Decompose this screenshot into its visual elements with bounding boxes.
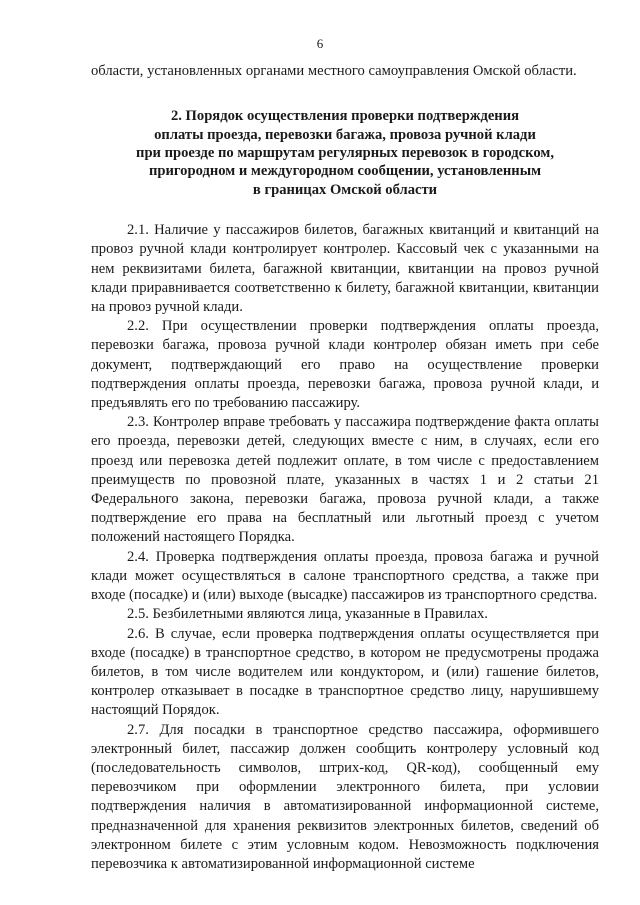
paragraph-2-4: 2.4. Проверка подтверждения оплаты проезда, провоза багажа и ручной клади может осуществляться в салоне транспортного средства, а также при входе (посадке) и (или) выходе (высадке) пассажиров из транспортного средства.: [91, 548, 599, 604]
section-heading-line: 2. Порядок осуществления проверки подтверждения: [170, 108, 520, 125]
page-number: 6: [316, 36, 324, 51]
section-heading: [91, 107, 599, 199]
document-body: [91, 62, 599, 874]
intro-fragment: области, установленных органами местного самоуправления Омской области.: [91, 63, 577, 79]
section-heading-line: в границах Омской области: [252, 181, 438, 198]
paragraph-2-3: 2.3. Контролер вправе требовать у пассажира подтверждение факта оплаты его проезда, перевозки детей, следующих вместе с ним, в случаях, если его проезд или перевозка детей подлежит оплате, в том числе с предоставлением преимуществ по провозной плате, указанных в частях 1 и 2 статьи 21 Федерального закона, перевозки багажа, провоза ручной клади, а также подтверждение его права на бесплатный или льготный проезд с учетом положений настоящего Порядка.: [91, 414, 599, 546]
paragraph-2-2: 2.2. При осуществлении проверки подтверждения оплаты проезда, перевозки багажа, провоза ручной клади контролер обязан иметь при себе документ, подтверждающий его право на осуществление проверки подтверждения оплаты проезда, перевозки багажа, провоза ручной клади, и предъявлять его по требованию пассажиру.: [91, 318, 599, 412]
paragraph-2-6: 2.6. В случае, если проверка подтверждения оплаты осуществляется при входе (посадке) в транспортное средство, в котором не предусмотрены продажа билетов, в том числе водителем или кондуктором, и (или) гашение билетов, контролер отказывает в посадке в транспортное средство лицу, нарушившему настоящий Порядок.: [91, 625, 599, 719]
paragraph-2-5: 2.5. Безбилетными являются лица, указанные в Правилах.: [127, 606, 488, 623]
paragraph-2-7: 2.7. Для посадки в транспортное средство пассажира, оформившего электронный билет, пассажир должен сообщить контролеру условный код (последовательность символов, штрих-код, QR-код), сообщенный ему перевозчиком при оформлении электронного билета, при условии подтверждения наличия в автоматизированной информационной системе, предназначенной для хранения реквизитов электронных билетов, сведений об электронном билете с этим условным кодом. Невозможность подключения перевозчика к автоматизированной информационной системе: [91, 721, 599, 872]
section-heading-line: при проезде по маршрутам регулярных перевозок в городском,: [136, 145, 554, 162]
section-heading-line: пригородном и междугородном сообщении, установленным: [148, 163, 542, 180]
paragraph-2-1: 2.1. Наличие у пассажиров билетов, багажных квитанций и квитанций на провоз ручной клади контролирует контролер. Кассовый чек с указанными на нем реквизитами билета, багажной квитанции, квитанции на провоз ручной клади приравнивается соответственно к билету, багажной квитанции, квитанции на провоз ручной клади.: [91, 222, 599, 316]
section-heading-line: оплаты проезда, перевозки багажа, провоза ручной клади: [154, 126, 536, 143]
